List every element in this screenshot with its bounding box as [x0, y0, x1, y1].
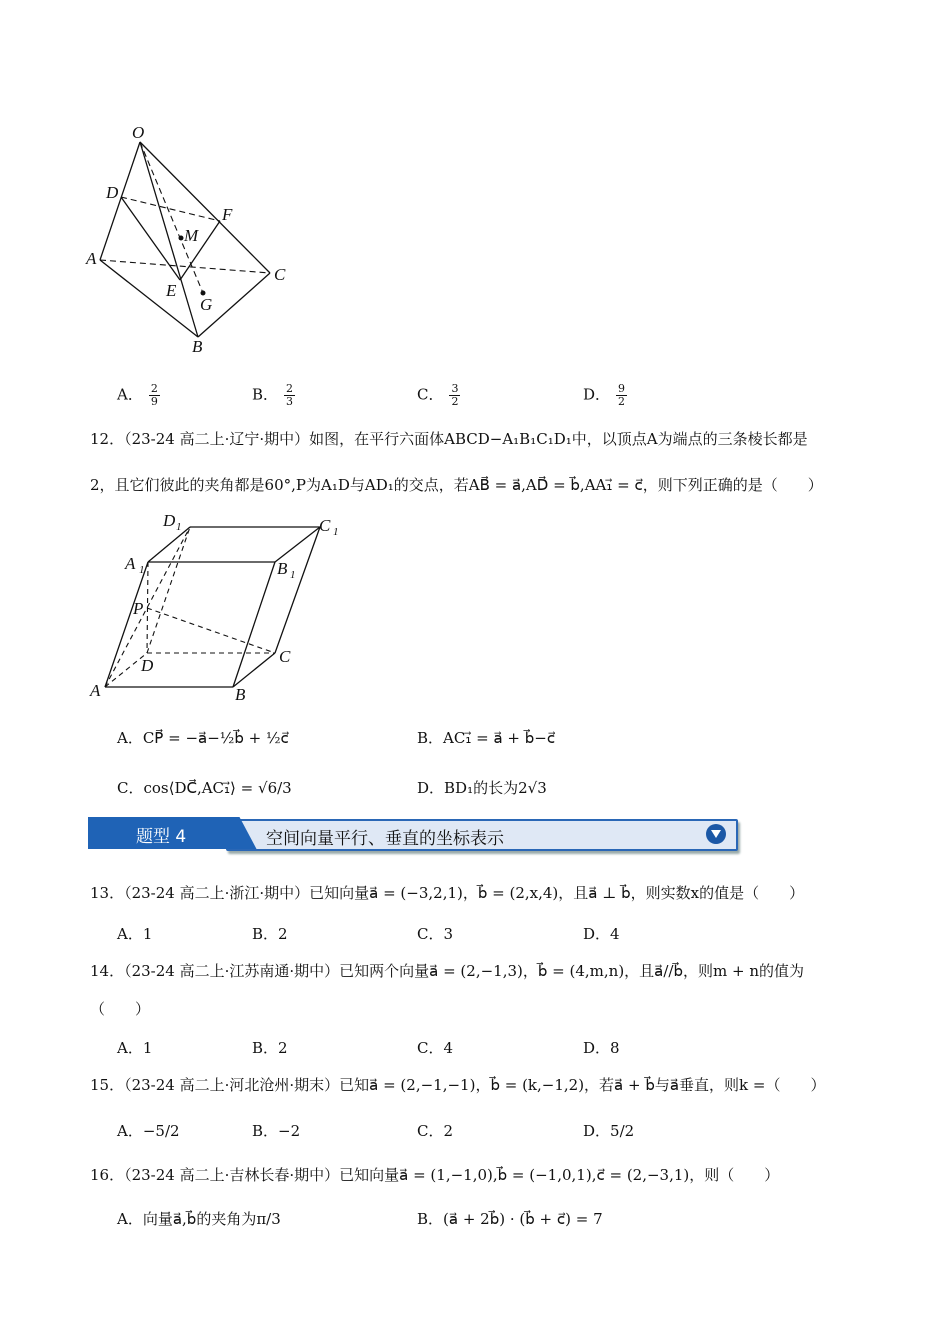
svg-text:1: 1	[290, 569, 296, 581]
label-D1: D	[163, 511, 176, 530]
svg-text:1: 1	[333, 526, 339, 538]
label-P: P	[133, 599, 144, 618]
label-C: C	[274, 265, 286, 284]
q13-stem: 13．（23-24 高二上·浙江·期中）已知向量a⃗ = (−3,2,1)，b⃗ = (2,x,4)，且a⃗ ⊥ b⃗，则实数x的值是（ ）	[90, 884, 805, 902]
label-F: F	[222, 205, 233, 224]
q16-option-a[interactable]: A．向量a⃗,b⃗的夹角为π/3	[117, 1210, 281, 1228]
q16-stem: 16．（23-24 高二上·吉林长春·期中）已知向量a⃗ = (1,−1,0),b⃗ = (−1,0,1),c⃗ = (2,−3,1)，则（ ）	[90, 1166, 780, 1184]
label-O: O	[132, 123, 145, 142]
banner-title-box	[226, 819, 738, 851]
label-B: B	[192, 337, 203, 356]
tetrahedron-figure	[80, 120, 310, 360]
label-C1: C	[319, 516, 331, 535]
chevron-down-icon[interactable]	[706, 824, 726, 844]
label-D: D	[106, 183, 119, 202]
label-B1: B	[277, 559, 288, 578]
label-D: D	[141, 656, 154, 675]
q12-option-d[interactable]: D．BD₁的长为2√3	[417, 779, 547, 797]
q13-option-a[interactable]: A．1	[117, 925, 153, 943]
label-A: A	[90, 681, 101, 700]
q12-option-a[interactable]: A．CP⃗ = −a⃗−½b⃗ + ½c⃗	[117, 729, 289, 747]
label-G: G	[200, 295, 213, 314]
q12-option-b[interactable]: B．AC₁⃗ = a⃗ + b⃗−c⃗	[417, 729, 556, 747]
q15-stem: 15．（23-24 高二上·河北沧州·期末）已知a⃗ = (2,−1,−1)，b⃗ = (k,−1,2)，若a⃗ + b⃗与a⃗垂直，则k =（ ）	[90, 1076, 826, 1094]
q15-option-a[interactable]: A．−5/2	[117, 1122, 180, 1140]
svg-text:1: 1	[176, 521, 182, 533]
q11-option-a[interactable]: A． $\frac{2}{9}$	[117, 382, 158, 408]
q15-option-c[interactable]: C．2	[417, 1122, 454, 1140]
q16-option-b[interactable]: B．(a⃗ + 2b⃗) · (b⃗ + c⃗) = 7	[417, 1210, 603, 1228]
q14-option-b[interactable]: B．2	[252, 1039, 288, 1057]
label-A1: A	[125, 554, 136, 573]
q14-option-d[interactable]: D．8	[583, 1039, 620, 1057]
label-A: A	[86, 249, 97, 268]
label-C: C	[279, 647, 291, 666]
banner-tag	[88, 817, 238, 849]
label-M: M	[184, 226, 199, 245]
banner-tag-text: 题型 4	[136, 827, 187, 847]
q15-option-d[interactable]: D．5/2	[583, 1122, 635, 1140]
q12-stem-line1: 12．（23-24 高二上·辽宁·期中）如图，在平行六面体ABCD−A₁B₁C₁D₁中，以顶点A为端点的三条棱长都是	[90, 430, 808, 448]
q11-option-d[interactable]: D． $\frac{9}{2}$	[583, 382, 626, 408]
q15-option-b[interactable]: B．−2	[252, 1122, 301, 1140]
q11-option-c[interactable]: C． $\frac{3}{2}$	[417, 382, 459, 408]
q13-option-d[interactable]: D．4	[583, 925, 620, 943]
q13-option-c[interactable]: C．3	[417, 925, 454, 943]
section-banner	[88, 817, 738, 851]
q12-option-c[interactable]: C．cos⟨DC⃗,AC₁⃗⟩ = √6/3	[117, 779, 292, 797]
q13-option-b[interactable]: B．2	[252, 925, 288, 943]
banner-title: 空间向量平行、垂直的坐标表示	[266, 829, 504, 849]
q14-option-a[interactable]: A．1	[117, 1039, 153, 1057]
label-B: B	[235, 685, 246, 704]
q14-stem: 14．（23-24 高二上·江苏南通·期中）已知两个向量a⃗ = (2,−1,3)，b⃗ = (4,m,n)，且a⃗//b⃗，则m + n的值为	[90, 962, 804, 980]
label-E: E	[166, 281, 177, 300]
q11-option-b[interactable]: B． $\frac{2}{3}$	[252, 382, 294, 408]
parallelepiped-figure	[85, 510, 355, 705]
q14-stem-cont: （ ）	[90, 1000, 151, 1018]
q14-option-c[interactable]: C．4	[417, 1039, 454, 1057]
svg-text:1: 1	[139, 564, 145, 576]
q12-stem-line2: 2，且它们彼此的夹角都是60°,P为A₁D与AD₁的交点，若AB⃗ = a⃗,AD⃗ = b⃗,AA₁⃗ = c⃗，则下列正确的是（ ）	[90, 476, 823, 494]
